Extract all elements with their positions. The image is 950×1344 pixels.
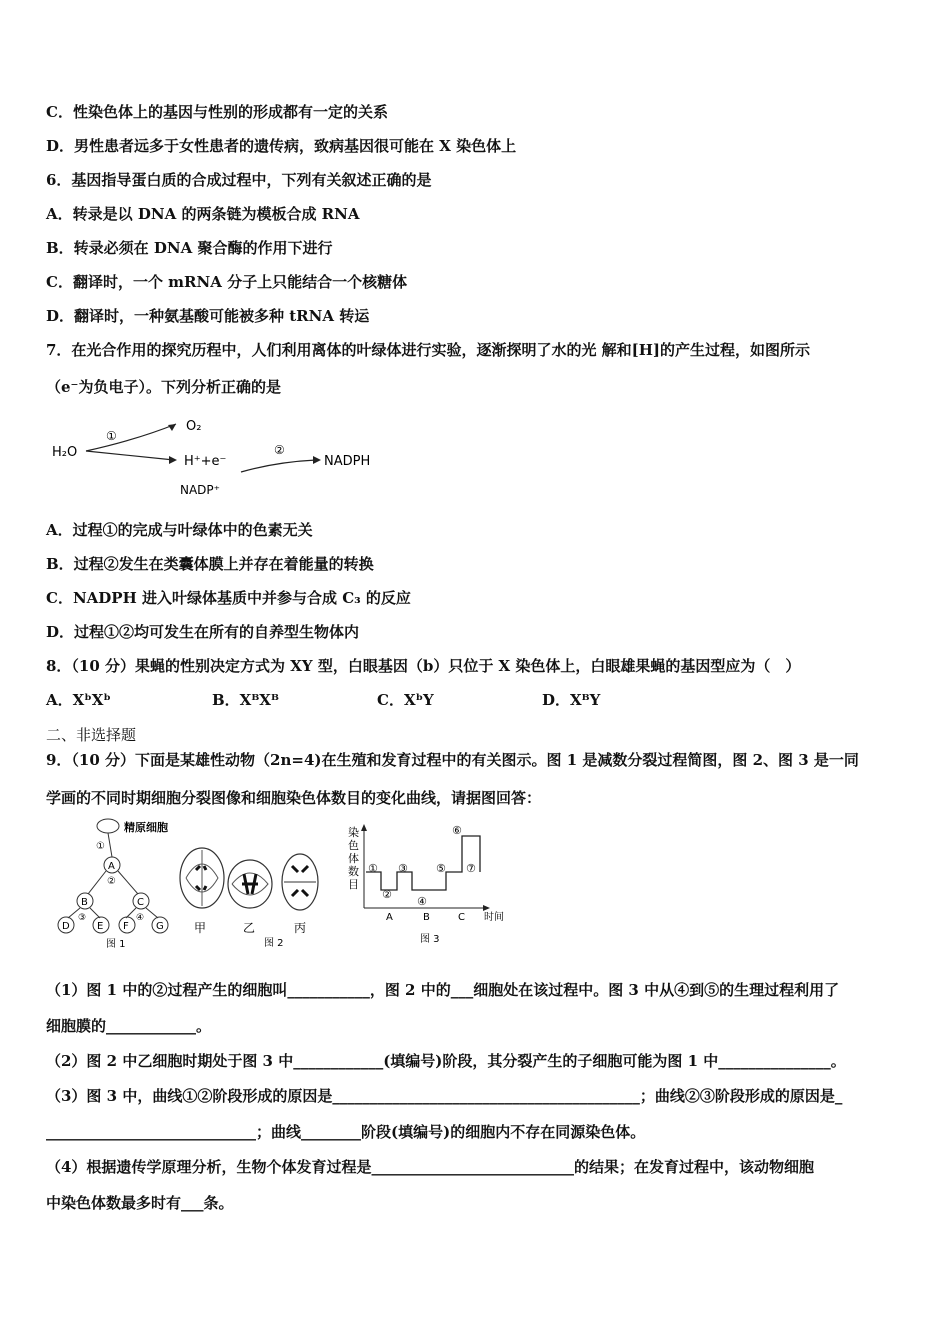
figure-1-meiosis-tree: [50, 817, 182, 952]
fig1-cell-c: C: [137, 897, 144, 908]
fig3-tick-c: C: [458, 912, 465, 923]
nadp-label: NADP⁺: [180, 483, 220, 497]
section-heading: 二、非选择题: [46, 726, 137, 744]
o2-label: O₂: [186, 419, 202, 434]
q9-part2: （2）图 2 中乙细胞时期处于图 3 中____________(填编号)阶段，其分裂产生的子细胞可能为图 1 中_______________。: [46, 1052, 846, 1070]
fig3-tick-a: A: [386, 912, 393, 923]
q9-part4-line2: 中染色体数最多时有___条。: [46, 1194, 234, 1212]
step-2-label: ②: [274, 443, 285, 457]
q8-stem: 8．（10 分）果蝇的性别决定方式为 XY 型，白眼基因（b）只位于 X 染色体上，白眼雄果蝇的基因型应为（ ）: [46, 657, 801, 675]
q8-option-c: C．XᵇY: [377, 691, 434, 709]
q6-option-b: B．转录必须在 DNA 聚合酶的作用下进行: [46, 239, 333, 257]
spermatogonium-label: 精原细胞: [124, 821, 168, 834]
q6-option-d: D．翻译时，一种氨基酸可能被多种 tRNA 转运: [46, 307, 370, 325]
h2o-label: H₂O: [52, 445, 78, 460]
q8-option-a: A．XᵇXᵇ: [46, 691, 111, 709]
q9-stem-line1: 9．（10 分）下面是某雄性动物（2n=4)在生殖和发育过程中的有关图示。图 1 是减数分裂过程简图，图 2、图 3 是一同: [46, 751, 859, 769]
figure-2-cell-images: [176, 840, 336, 950]
cell-jia-label: 甲: [194, 921, 207, 935]
q7-stem-line2: （e⁻为负电子）。下列分析正确的是: [46, 378, 281, 396]
fig1-cell-f: F: [123, 921, 129, 932]
q6-option-a: A．转录是以 DNA 的两条链为模板合成 RNA: [46, 205, 360, 223]
fig1-step-4: ④: [136, 913, 145, 923]
q8-option-d: D．XᴮY: [542, 691, 601, 709]
fig3-stage-7: ⑦: [466, 862, 476, 875]
q5-option-c: C．性染色体上的基因与性别的形成都有一定的关系: [46, 103, 388, 121]
cell-yi-label: 乙: [243, 921, 256, 935]
fig3-stage-6: ⑥: [452, 824, 462, 837]
q7-option-c: C．NADPH 进入叶绿体基质中并参与合成 C₃ 的反应: [46, 589, 411, 607]
fig3-curve-line: [366, 836, 480, 890]
fig3-stage-2: ②: [382, 888, 392, 901]
fig1-cell-b: B: [81, 897, 88, 908]
q9-part1-line1: （1）图 1 中的②过程产生的细胞叫___________，图 2 中的___细胞处在该过程中。图 3 中从④到⑤的生理过程利用了: [46, 981, 840, 999]
q6-stem: 6．基因指导蛋白质的合成过程中，下列有关叙述正确的是: [46, 171, 432, 189]
photolysis-diagram: [46, 410, 386, 505]
arrow-to-o2: [86, 424, 176, 451]
arrow-to-nadph: [241, 460, 316, 472]
figure-3-caption: 图 3: [420, 934, 440, 945]
fig3-stage-1: ①: [368, 862, 378, 875]
q9-part3-line1: （3）图 3 中，曲线①②阶段形成的原因是_________________________________________；曲线②③阶段形成的原因是_: [46, 1087, 843, 1105]
q7-stem-line1: 7．在光合作用的探究历程中，人们利用离体的叶绿体进行实验，逐渐探明了水的光 解和[H]的产生过程，如图所示: [46, 341, 811, 359]
fig3-stage-4: ④: [417, 895, 427, 908]
fig3-stage-5: ⑤: [436, 862, 446, 875]
q7-option-a: A．过程①的完成与叶绿体中的色素无关: [46, 521, 313, 539]
q9-part4-line1: （4）根据遗传学原理分析，生物个体发育过程是___________________________的结果；在发育过程中，该动物细胞: [46, 1158, 814, 1176]
q7-option-d: D．过程①②均可发生在所有的自养型生物体内: [46, 623, 360, 641]
fig3-y-label-text: 染色体数目: [348, 826, 359, 891]
cell-bing-label: 丙: [294, 921, 307, 935]
q6-option-c: C．翻译时，一个 mRNA 分子上只能结合一个核糖体: [46, 273, 408, 291]
fig1-cell-a: A: [108, 861, 115, 872]
q5-option-d: D．男性患者远多于女性患者的遗传病，致病基因很可能在 X 染色体上: [46, 137, 517, 155]
fig1-cell-g: G: [156, 921, 164, 932]
fig1-step-1: ①: [96, 841, 105, 852]
q9-part3-line2: ____________________________；曲线________阶段(填编号)的细胞内不存在同源染色体。: [46, 1123, 646, 1141]
figure-1-caption: 图 1: [106, 939, 126, 950]
fig1-step-2: ②: [107, 876, 116, 887]
q9-part1-line2: 细胞膜的____________。: [46, 1017, 212, 1035]
q9-stem-line2: 学画的不同时期细胞分裂图像和细胞染色体数目的变化曲线，请据图回答：: [46, 789, 542, 807]
q7-option-b: B．过程②发生在类囊体膜上并存在着能量的转换: [46, 555, 374, 573]
fig3-stage-3: ③: [398, 862, 408, 875]
figure-2-caption: 图 2: [264, 938, 284, 949]
q8-option-b: B．XᴮXᴮ: [212, 691, 279, 709]
fig3-tick-b: B: [423, 912, 430, 923]
step-1-label: ①: [106, 429, 117, 443]
h-e-label: H⁺+e⁻: [184, 454, 227, 469]
fig1-step-3: ③: [78, 913, 87, 923]
figure-3-chromosome-curve: [346, 820, 518, 948]
nadph-label: NADPH: [324, 454, 371, 469]
fig3-x-axis-label: 时间: [484, 912, 504, 923]
fig1-cell-d: D: [62, 921, 70, 932]
fig1-cell-e: E: [97, 921, 104, 932]
fig3-y-axis-label: [348, 825, 359, 891]
arrow-to-h: [86, 451, 174, 460]
